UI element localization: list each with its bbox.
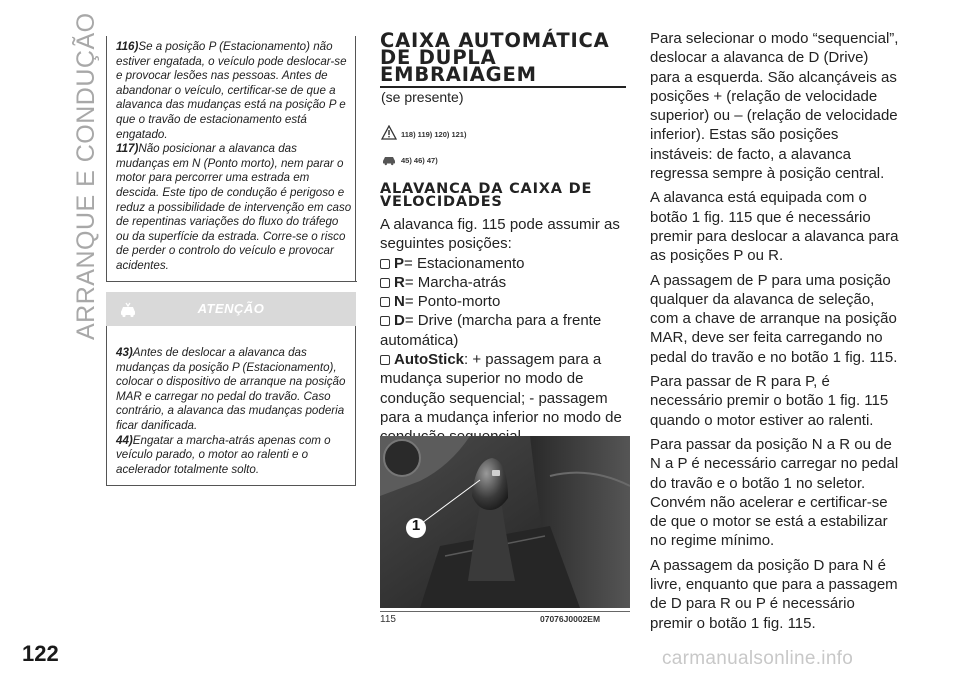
position-key: N — [394, 293, 405, 311]
warning-ref-116: 116) — [116, 40, 139, 53]
subsection-title-line2: VELOCIDADES — [380, 194, 503, 210]
attention-ref-44: 44) — [116, 433, 133, 447]
warning-117-text: Não posicionar a alavanca das mudanças em N (Ponto morto), nem parar o motor para percorrer uma estrada em descida. Este tipo de condução é perigoso e reduz a possibilidade de intervenção em caso de repentinas variações do fluxo do tráfego ou da superfície da estrada. Corre-se o risco de perder o controlo do veículo e provocar acidentes. — [116, 142, 352, 272]
paragraph: Para selecionar o modo “sequencial”, deslocar a alavanca de D (Drive) para a esquerda. São alcançáveis as posições + (relação de velocidade superior) ou – (relação de velocidade inferior). Estas são posições instáveis: de facto, a alavanca regressa sempre à posição central. — [650, 30, 899, 183]
section-title-line1: CAIXA AUTOMÁTICA — [380, 29, 610, 52]
chapter-side-title-text: ARRANQUE E CONDUÇÃO — [72, 12, 100, 340]
presence-note: (se presente) — [381, 89, 464, 105]
subsection-title-line1: ALAVANCA DA CAIXA DE — [380, 181, 593, 197]
attention-label: ATENÇÃO — [197, 301, 265, 316]
warning-triangle-icon — [381, 125, 397, 141]
figure-caption-rule — [380, 611, 630, 612]
title-rule — [380, 86, 626, 88]
position-desc: = Drive (marcha para a frente automática) — [380, 312, 602, 349]
figure-number: 115 — [380, 614, 396, 625]
attention-refs-row — [381, 151, 581, 169]
checkbox-bullet-icon — [380, 355, 390, 365]
warning-refs-row — [381, 125, 581, 143]
attention-43-text: Antes de deslocar a alavanca das mudanças da posição P (Estacionamento), colocar o dispositivo de arranque na posição MAR e carregar no pedal do travão. Caso contrário, a alavanca das mudanças poderia ficar danificada. — [116, 346, 346, 432]
attention-box — [106, 326, 356, 486]
position-key: R — [394, 273, 405, 291]
checkbox-bullet-icon — [380, 316, 390, 326]
subsection-title — [380, 183, 630, 209]
position-item-autostick — [380, 350, 630, 446]
autostick-key: AutoStick — [394, 351, 465, 369]
warning-box-bottom-rule — [107, 281, 357, 282]
position-key: D — [394, 312, 405, 330]
attention-refs: 45) 46) 47) — [401, 156, 438, 165]
page-number: 122 — [22, 641, 59, 666]
position-desc: = Ponto-morto — [404, 293, 501, 311]
checkbox-bullet-icon — [380, 297, 390, 307]
warning-116-text: Se a posição P (Estacionamento) não estiver engatada, o veículo pode deslocar-se e provocar lesões nas pessoas. Antes de abandonar o veículo, certificar-se de que a alavanca das mudanças está na posição P e que o travão de estacionamento está engatado. — [116, 40, 347, 141]
autostick-desc: : + passagem para a mudança superior no modo de condução sequencial; - passagem para a mudança inferior no modo de — [380, 351, 622, 426]
positions-intro: A alavanca fig. 115 pode assumir as seguintes posições: — [380, 216, 620, 253]
paragraph: Para passar da posição N a R ou de N a P é necessário carregar no pedal do travão e o botão 1 no seletor. Convém não acelerar e certificar-se de que o motor se está a estabilizar no regime mínimo. — [650, 435, 899, 550]
attention-44-text: Engatar a marcha-atrás apenas com o veículo parado, o motor ao ralenti e o acelerador totalmente solto. — [116, 433, 331, 476]
position-item-r — [380, 273, 630, 292]
gear-positions-body — [380, 215, 630, 447]
attention-text — [116, 346, 352, 477]
position-item-p — [380, 254, 630, 273]
paragraph: A passagem de P para uma posição qualquer da alavanca de seleção, com a chave de arranque na posição MAR, deve ser feita carregando no pedal do travão e no botão 1 fig. 115. — [650, 271, 898, 366]
position-desc: = Marcha-atrás — [404, 273, 507, 291]
position-item-d — [380, 311, 630, 350]
watermark: carmanualsonline.info — [662, 648, 854, 669]
car-attention-icon — [381, 151, 397, 167]
right-column-body — [650, 29, 900, 638]
chapter-side-title — [22, 12, 100, 340]
section-title-line2: DE DUPLA — [380, 46, 497, 69]
paragraph: A passagem da posição D para N é livre, enquanto que para a passagem de D para R ou P é necessário premir o botão 1 fig. 115. — [650, 556, 898, 632]
position-key: P — [394, 254, 405, 272]
section-title-line3: EMBRAIAGEM — [380, 63, 537, 86]
position-desc: = Estacionamento — [404, 254, 525, 272]
warning-ref-117: 117) — [116, 142, 139, 156]
warning-text — [116, 40, 352, 274]
attention-header — [106, 292, 356, 326]
attention-ref-43: 43) — [116, 346, 133, 359]
section-title — [380, 29, 620, 86]
checkbox-bullet-icon — [380, 278, 390, 288]
paragraph: A alavanca está equipada com o botão 1 fig. 115 que é necessário premir para deslocar a alavanca para as posições P ou R. — [650, 189, 899, 265]
figure-code: 07076J0002EM — [540, 614, 601, 624]
warning-box — [106, 36, 356, 282]
position-item-n — [380, 292, 630, 311]
figure-gear-lever — [380, 436, 630, 608]
paragraph: Para passar de R para P, é necessário premir o botão 1 fig. 115 quando o motor estiver ao ralenti. — [650, 373, 889, 429]
figure-callout-1: 1 — [411, 517, 421, 534]
warning-refs: 118) 119) 120) 121) — [401, 130, 467, 139]
checkbox-bullet-icon — [380, 259, 390, 269]
